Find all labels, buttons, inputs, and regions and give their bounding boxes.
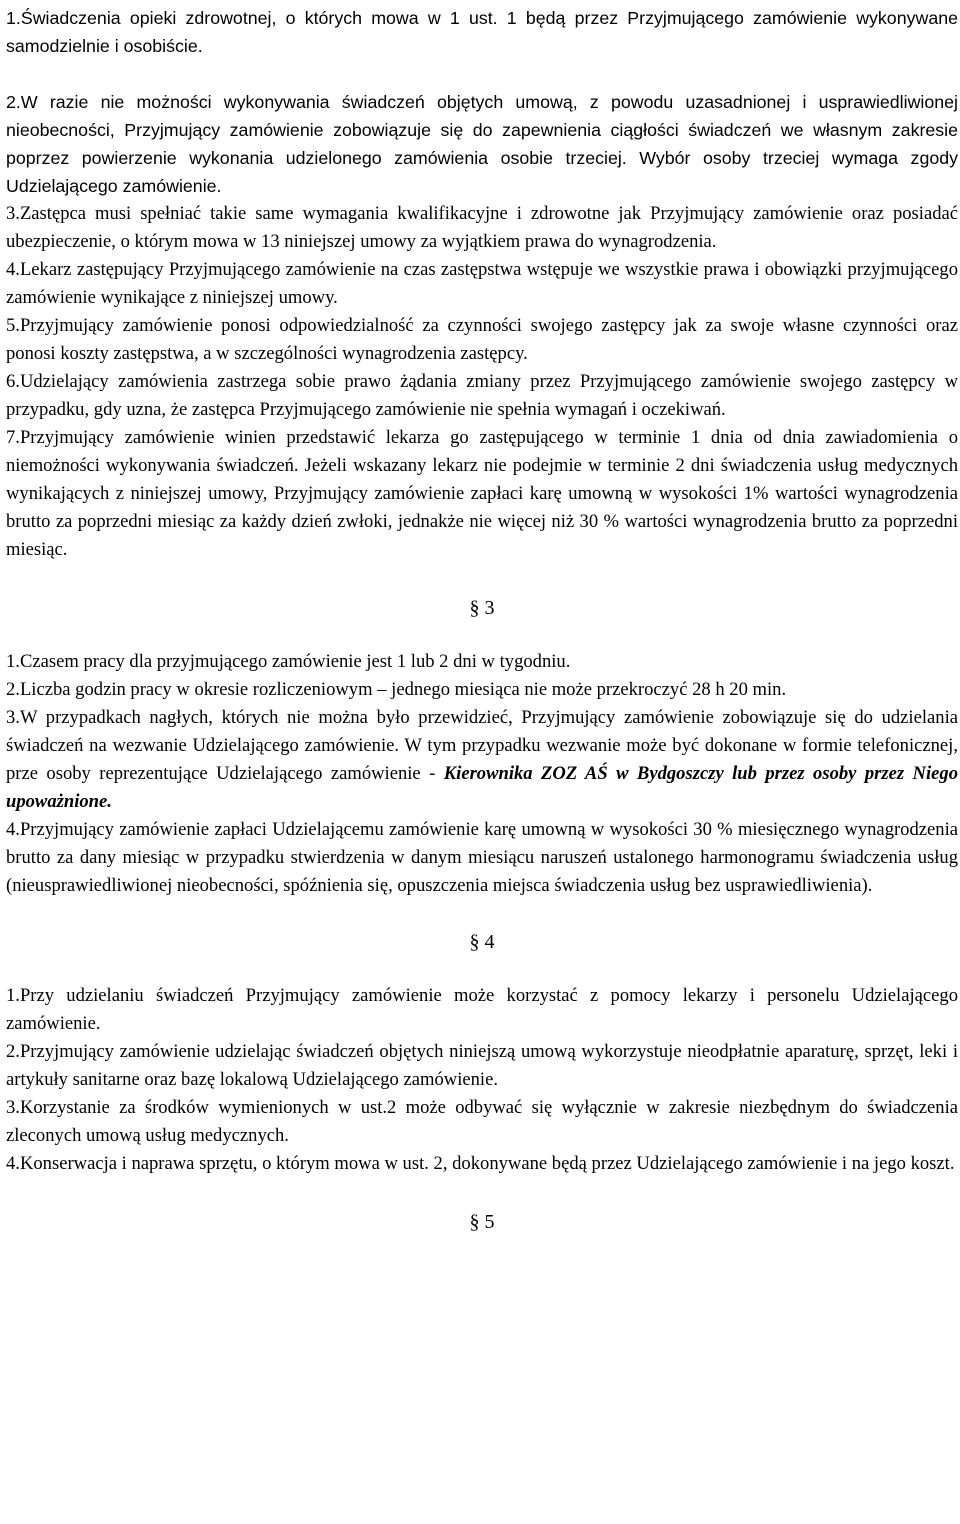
paragraph-4-1: 1.Przy udzielaniu świadczeń Przyjmujący zamówienie może korzystać z pomocy lekarzy i personelu Udzielającego zamówienie. <box>6 985 958 1034</box>
blank-line <box>6 622 958 648</box>
paragraph-3-3-emphasis: Kierownika ZOZ AŚ w Bydgoszczy lub przez osoby przez Niego upoważnione. <box>6 763 958 812</box>
paragraph-4-4: 4.Konserwacja i naprawa sprzętu, o którym mowa w ust. 2, dokonywane będą przez Udzielającego zamówienie i na jego koszt. <box>6 1153 955 1174</box>
paragraph-3-1: 1.Czasem pracy dla przyjmującego zamówienie jest 1 lub 2 dni w tygodniu. <box>6 651 571 672</box>
paragraph-4-3: 3.Korzystanie za środków wymienionych w ust.2 może odbywać się wyłącznie w zakresie niezbędnym do świadczenia zleconych umową usług medycznych. <box>6 1097 958 1146</box>
document-page <box>6 4 958 1236</box>
section-3-heading: § 3 <box>469 597 495 619</box>
section-5-heading: § 5 <box>469 1211 495 1233</box>
paragraph-1-1: 1.Świadczenia opieki zdrowotnej, o których mowa w 1 ust. 1 będą przez Przyjmującego zamówienie wykonywane samodzielnie i osobiście. <box>6 8 958 56</box>
paragraph-1-5: 5.Przyjmujący zamówienie ponosi odpowiedzialność za czynności swojego zastępcy jak za swoje własne czynności oraz ponosi koszty zastępstwa, a w szczególności wynagrodzenia zastępcy. <box>6 315 958 364</box>
paragraph-4-2: 2.Przyjmujący zamówienie udzielając świadczeń objętych niniejszą umową wykorzystuje nieodpłatnie aparaturę, sprzęt, leki i artykuły sanitarne oraz bazę lokalową Udzielającego zamówienie. <box>6 1041 958 1090</box>
paragraph-3-3-text: 3.W przypadkach nagłych, których nie można było przewidzieć, Przyjmujący zamówienie zobowiązuje się do udzielania świadczeń na wezwanie Udzielającego zamówienie. W tym przypadku wezwanie może być dokonane w formie telefonicznej, prze osoby reprezentujące Udzielającego zamówienie - <box>6 707 958 784</box>
paragraph-1-2: 2.W razie nie możności wykonywania świadczeń objętych umową, z powodu uzasadnionej i usprawiedliwionej nieobecności, Przyjmujący zamówienie zobowiązuje się do zapewnienia ciągłości świadczeń we własnym zakresie poprzez powierzenie wykonania udzielonego zamówienia osobie trzeciej. Wybór osoby trzeciej wymaga zgody Udzielającego zamówienie. <box>6 92 958 196</box>
paragraph-3-4: 4.Przyjmujący zamówienie zapłaci Udzielającemu zamówienie karę umowną w wysokości 30 % miesięcznego wynagrodzenia brutto za dany miesiąc w przypadku stwierdzenia w danym miesiącu naruszeń ustalonego harmonogramu świadczenia usług (nieusprawiedliwionej nieobecności, spóźnienia się, opuszczenia miejsca świadczenia usług bez usprawiedliwienia). <box>6 819 958 896</box>
section-4-heading: § 4 <box>469 931 495 953</box>
paragraph-1-3: 3.Zastępca musi spełniać takie same wymagania kwalifikacyjne i zdrowotne jak Przyjmujący zamówienie oraz posiadać ubezpieczenie, o którym mowa w 13 niniejszej umowy za wyjątkiem prawa do wynagrodzenia. <box>6 203 958 252</box>
paragraph-3-3 <box>6 704 958 816</box>
blank-line <box>6 1178 958 1208</box>
blank-line <box>6 900 958 928</box>
paragraph-1-7: 7.Przyjmujący zamówienie winien przedstawić lekarza go zastępującego w terminie 1 dnia od dnia zawiadomienia o niemożności wykonywania świadczeń. Jeżeli wskazany lekarz nie podejmie w terminie 2 dni świadczenia usług medycznych wynikających z niniejszej umowy, Przyjmujący zamówienie zapłaci karę umowną w wysokości 1% wartości wynagrodzenia brutto za poprzedni miesiąc za każdy dzień zwłoki, jednakże nie więcej niż 30 % wartości wynagrodzenia brutto za poprzedni miesiąc. <box>6 427 958 560</box>
blank-line <box>6 60 958 88</box>
paragraph-1-4: 4.Lekarz zastępujący Przyjmującego zamówienie na czas zastępstwa wstępuje we wszystkie prawa i obowiązki przyjmującego zamówienie wynikające z niniejszej umowy. <box>6 259 958 308</box>
paragraph-1-6: 6.Udzielający zamówienia zastrzega sobie prawo żądania zmiany przez Przyjmującego zamówienie swojego zastępcy w przypadku, gdy uzna, że zastępca Przyjmującego zamówienie nie spełnia wymagań i oczekiwań. <box>6 371 958 420</box>
blank-line <box>6 956 958 982</box>
paragraph-3-2: 2.Liczba godzin pracy w okresie rozliczeniowym – jednego miesiąca nie może przekroczyć 28 h 20 min. <box>6 679 787 700</box>
blank-line <box>6 564 958 594</box>
